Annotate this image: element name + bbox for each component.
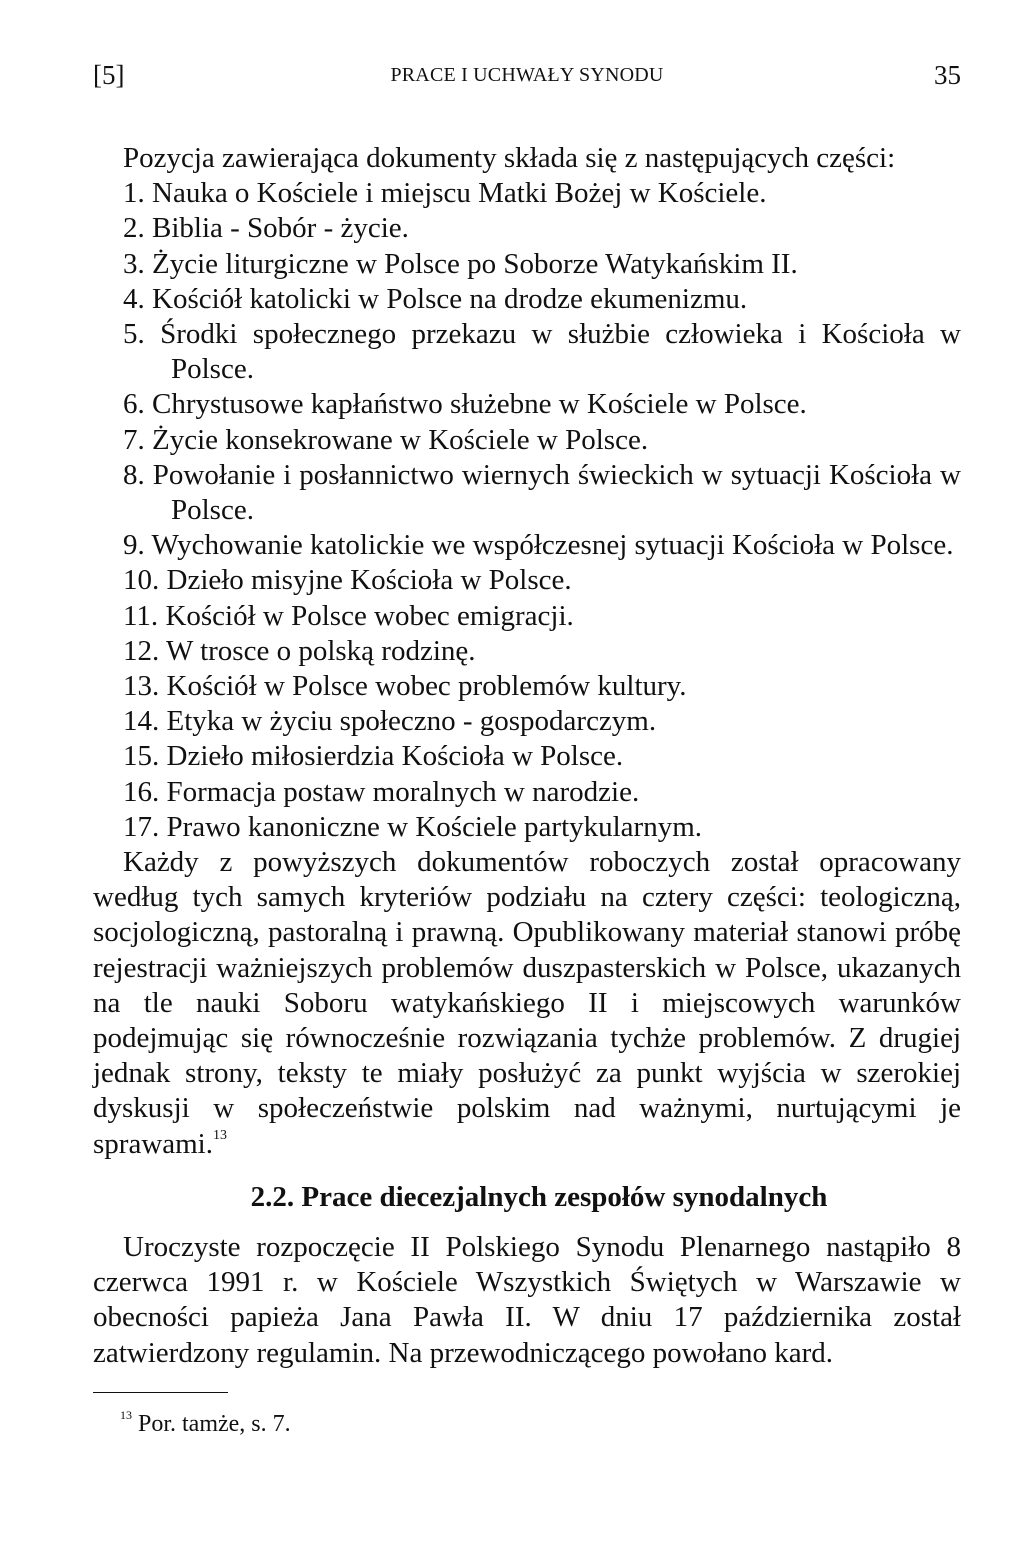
list-item-text: Kościół w Polsce wobec emigracji. [165, 599, 574, 632]
list-item [93, 669, 961, 704]
list-item [93, 458, 961, 528]
footnote [120, 1410, 291, 1438]
list-item [93, 528, 961, 563]
list-item-text: Życie liturgiczne w Polsce po Soborze Watykańskim II. [152, 247, 798, 280]
list-item [93, 563, 961, 598]
section-heading: 2.2. Prace diecezjalnych zespołów synodalnych [250, 1180, 828, 1213]
list-item-number: 6. [123, 388, 145, 421]
footnote-text: Por. tamże, s. 7. [138, 1411, 291, 1437]
list-item-number: 2. [123, 212, 145, 245]
running-title: PRACE I UCHWAŁY SYNODU [390, 64, 664, 86]
list-item-text: Kościół w Polsce wobec problemów kultury. [166, 670, 687, 703]
list-item-number: 10. [123, 564, 160, 597]
list-item-text: Wychowanie katolickie we współczesnej sytuacji Kościoła w Polsce. [151, 529, 954, 562]
list-item [93, 247, 961, 282]
list-item [93, 810, 961, 845]
list-item [93, 599, 961, 634]
list-item [93, 282, 961, 317]
list-item-number: 15. [123, 740, 160, 773]
list-item-text: Chrystusowe kapłaństwo służebne w Kościele w Polsce. [152, 388, 807, 421]
list-item-number: 7. [123, 423, 145, 456]
list-item [93, 775, 961, 810]
list-item-number: 16. [123, 775, 160, 808]
list-item-text: Powołanie i posłannictwo wiernych świeckich w sytuacji Kościoła w Polsce. [152, 458, 961, 527]
paragraph-synod-opening: Uroczyste rozpoczęcie II Polskiego Synodu Plenarnego nastąpiło 8 czerwca 1991 r. w Kościele Wszystkich Świętych w Warszawie w obecności papieża Jana Pawła II. W dniu 17 października został zatwierdzony regulamin. Na przewodniczącego powołano kard. [93, 1230, 961, 1369]
list-item [93, 387, 961, 422]
list-item-number: 14. [123, 705, 160, 738]
list-item-text: Środki społecznego przekazu w służbie człowieka i Kościoła w Polsce. [160, 318, 962, 386]
list-item [93, 317, 961, 387]
section-number: [5] [93, 60, 125, 90]
list-item-number: 5. [123, 318, 145, 351]
list-item-text: Prawo kanoniczne w Kościele partykularnym. [166, 810, 703, 843]
page-number: 35 [934, 60, 961, 90]
page-body [93, 141, 961, 1371]
list-item-text: Biblia - Sobór - życie. [152, 212, 409, 245]
footnote-reference: 13 [213, 1127, 227, 1143]
list-item-number: 8. [123, 458, 145, 491]
list-item-text: Formacja postaw moralnych w narodzie. [166, 775, 640, 808]
list-item-number: 13. [123, 670, 160, 703]
list-item-text: Kościół katolicki w Polsce na drodze ekumenizmu. [152, 282, 748, 315]
document-parts-list [93, 176, 961, 845]
footnote-separator [93, 1392, 228, 1393]
running-header [93, 60, 961, 100]
list-item-number: 12. [123, 634, 160, 667]
list-item-number: 9. [123, 529, 145, 562]
list-item [93, 634, 961, 669]
list-item-text: Życie konsekrowane w Kościele w Polsce. [152, 423, 649, 456]
list-item [93, 176, 961, 211]
list-item [93, 211, 961, 246]
list-item-text: Dzieło miłosierdzia Kościoła w Polsce. [166, 740, 624, 773]
list-item-text: Dzieło misyjne Kościoła w Polsce. [166, 564, 572, 597]
list-item [93, 704, 961, 739]
list-item [93, 739, 961, 774]
list-item [93, 423, 961, 458]
list-item-number: 11. [123, 599, 159, 632]
paragraph-documents-text: Każdy z powyższych dokumentów roboczych został opracowany według tych samych kryteriów podziału na cztery części: teologiczną, socjologiczną, pastoralną i prawną. Opublikowany materiał stanowi próbę rejestracji ważniejszych problemów duszpasterskich w Polsce, ukazanych na tle nauki Soboru watykańskiego II i miejscowych warunków podejmując się równocześnie rozwiązania tychże problemów. Z drugiej jednak strony, teksty te miały posłużyć za punkt wyjścia w szerokiej dyskusji w społeczeństwie polskim nad ważnymi, nurtującymi je sprawami. [93, 846, 961, 1160]
paragraph-documents [93, 845, 961, 1162]
list-item-text: Etyka w życiu społeczno - gospodarczym. [166, 705, 657, 738]
intro-sentence: Pozycja zawierająca dokumenty składa się z następujących części: [123, 142, 896, 174]
list-item-number: 3. [123, 247, 145, 280]
footnote-marker: 13 [120, 1408, 132, 1422]
list-item-text: W trosce o polską rodzinę. [165, 634, 476, 667]
list-item-number: 17. [123, 810, 160, 843]
list-item-number: 4. [123, 282, 145, 315]
list-item-text: Nauka o Kościele i miejscu Matki Bożej w Kościele. [152, 177, 767, 210]
list-item-number: 1. [123, 177, 145, 210]
